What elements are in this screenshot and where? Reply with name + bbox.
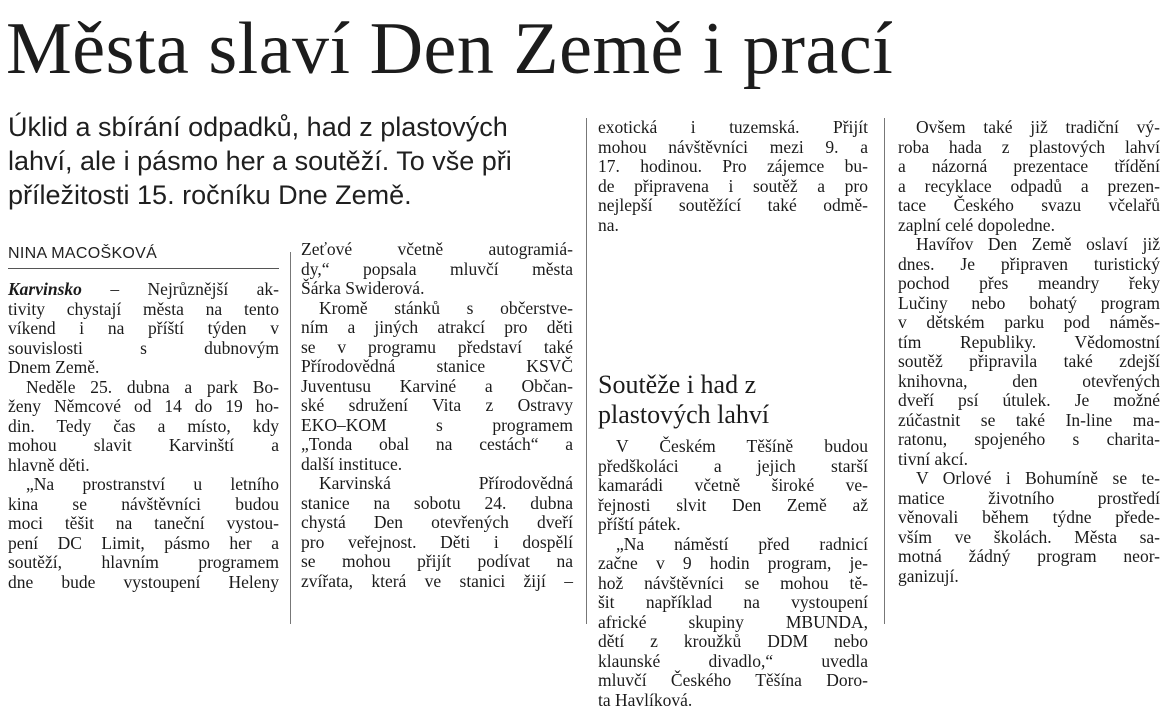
text-line: zaplní celé dopoledne. bbox=[898, 216, 1160, 236]
text-line: mohou slavit Karvinští a bbox=[8, 436, 279, 456]
text-line: ním a jiných atrakcí pro děti bbox=[301, 318, 573, 338]
text-line: kina se návštěvníci budou bbox=[8, 495, 279, 515]
text-line: roba hada z plastových lahví bbox=[898, 138, 1160, 158]
article-column-4 bbox=[898, 118, 1160, 586]
text-line: ženy Němcové od 14 do 19 ho- bbox=[8, 397, 279, 417]
text-line: nejlepší soutěžící také odmě- bbox=[598, 196, 868, 216]
text-fragment: – Nejrůznější ak- bbox=[82, 279, 279, 299]
article-subheading bbox=[598, 370, 868, 430]
article-lead bbox=[8, 110, 578, 212]
lead-line: Úklid a sbírání odpadků, had z plastových bbox=[8, 110, 578, 144]
text-line: pro veřejnost. Děti i dospělí bbox=[301, 533, 573, 553]
text-line: pochod přes meandry řeky bbox=[898, 274, 1160, 294]
text-line: šit například na vystoupení bbox=[598, 593, 868, 613]
article-headline: Města slaví Den Země i prací bbox=[6, 4, 893, 94]
text-line bbox=[8, 280, 279, 300]
article-column-3 bbox=[598, 118, 868, 235]
text-line: tivní akcí. bbox=[898, 450, 1160, 470]
text-line: ratonu, spojeného s charita- bbox=[898, 430, 1160, 450]
text-line: kamarádi včetně široké ve- bbox=[598, 476, 868, 496]
text-line: Ovšem také již tradiční vý- bbox=[898, 118, 1160, 138]
text-line: Přírodovědná stanice KSVČ bbox=[301, 357, 573, 377]
text-line: zúčastnit se také In-line ma- bbox=[898, 411, 1160, 431]
text-line: pení DC Limit, pásmo her a bbox=[8, 534, 279, 554]
text-line: a názorná prezentace třídění bbox=[898, 157, 1160, 177]
text-line: dy,“ popsala mluvčí města bbox=[301, 260, 573, 280]
text-line: Lučiny nebo bohatý program bbox=[898, 294, 1160, 314]
text-line: Karvinská Přírodovědná bbox=[301, 474, 573, 494]
text-line: Kromě stánků s občerstve- bbox=[301, 299, 573, 319]
byline-divider bbox=[8, 268, 279, 269]
subheading-line: Soutěže i had z bbox=[598, 370, 868, 400]
text-line: „Na prostranství u letního bbox=[8, 475, 279, 495]
text-line: ta Havlíková. bbox=[598, 691, 868, 710]
article-column-2 bbox=[301, 240, 573, 591]
text-line: ganizují. bbox=[898, 567, 1160, 587]
text-line: tím Republiky. Vědomostní bbox=[898, 333, 1160, 353]
text-line: 17. hodinou. Pro zájemce bu- bbox=[598, 157, 868, 177]
text-line: hlavně děti. bbox=[8, 456, 279, 476]
text-line: Havířov Den Země oslaví již bbox=[898, 235, 1160, 255]
text-line: motná žádný program neor- bbox=[898, 547, 1160, 567]
text-line: EKO–KOM s programem bbox=[301, 416, 573, 436]
text-line: V Českém Těšíně budou bbox=[598, 437, 868, 457]
subheading-line: plastových lahví bbox=[598, 400, 868, 430]
text-line: řejnosti slvit Den Země až bbox=[598, 496, 868, 516]
text-line: tace Českého svazu včelařů bbox=[898, 196, 1160, 216]
text-line: příští pátek. bbox=[598, 515, 868, 535]
text-line: Dnem Země. bbox=[8, 358, 279, 378]
text-line: de připravena i soutěž a pro bbox=[598, 177, 868, 197]
text-line: stanice na sobotu 24. dubna bbox=[301, 494, 573, 514]
text-line: dnes. Je připraven turistický bbox=[898, 255, 1160, 275]
text-line: Juventusu Karviné a Občan- bbox=[301, 377, 573, 397]
text-line: Neděle 25. dubna a park Bo- bbox=[8, 378, 279, 398]
text-line: tivity chystají města na tento bbox=[8, 300, 279, 320]
text-line: Šárka Swiderová. bbox=[301, 279, 573, 299]
text-line: africké skupiny MBUNDA, bbox=[598, 613, 868, 633]
text-line: souvislosti s dubnovým bbox=[8, 339, 279, 359]
column-divider bbox=[586, 118, 587, 624]
text-line: „Tonda obal na cestách“ a bbox=[301, 435, 573, 455]
text-line: ské sdružení Vita z Ostravy bbox=[301, 396, 573, 416]
text-line: soutěž připravila také zdejší bbox=[898, 352, 1160, 372]
text-line: dětí z kroužků DDM nebo bbox=[598, 632, 868, 652]
text-line: knihovna, den otevřených bbox=[898, 372, 1160, 392]
text-line: v dětském parku pod náměs- bbox=[898, 313, 1160, 333]
column-divider bbox=[884, 118, 885, 624]
text-line: din. Tedy čas a místo, kdy bbox=[8, 417, 279, 437]
lead-line: lahví, ale i pásmo her a soutěží. To vše při bbox=[8, 144, 578, 178]
dateline-place: Karvinsko bbox=[8, 279, 82, 299]
text-line: zvířata, která ve stanici žijí – bbox=[301, 572, 573, 592]
text-line: hož návštěvníci se mohou tě- bbox=[598, 574, 868, 594]
text-line: se mohou přijít podívat na bbox=[301, 552, 573, 572]
text-line: klaunské divadlo,“ uvedla bbox=[598, 652, 868, 672]
text-line: matice životního prostředí bbox=[898, 489, 1160, 509]
text-line: další instituce. bbox=[301, 455, 573, 475]
text-line: se v programu představí také bbox=[301, 338, 573, 358]
text-line: a recyklace odpadů a prezen- bbox=[898, 177, 1160, 197]
text-line: Zeťové včetně autogramiá- bbox=[301, 240, 573, 260]
article-column-1 bbox=[8, 280, 279, 592]
article-column-3-continued bbox=[598, 437, 868, 710]
text-line: předškoláci a jejich starší bbox=[598, 457, 868, 477]
text-line: „Na náměstí před radnicí bbox=[598, 535, 868, 555]
text-line: V Orlové i Bohumíně se te- bbox=[898, 469, 1160, 489]
text-line: začne v 9 hodin program, je- bbox=[598, 554, 868, 574]
text-line: soutěží, hlavním programem bbox=[8, 553, 279, 573]
text-line: víkend i na příští týden v bbox=[8, 319, 279, 339]
text-line: exotická i tuzemská. Přijít bbox=[598, 118, 868, 138]
column-divider bbox=[290, 252, 291, 624]
lead-line: příležitosti 15. ročníku Dne Země. bbox=[8, 178, 578, 212]
text-line: věnovali během týdne přede- bbox=[898, 508, 1160, 528]
text-line: mluvčí Českého Těšína Doro- bbox=[598, 671, 868, 691]
text-line: chystá Den otevřených dveří bbox=[301, 513, 573, 533]
author-byline: NINA MACOŠKOVÁ bbox=[8, 244, 157, 264]
text-line: moci těšit na taneční vystou- bbox=[8, 514, 279, 534]
text-line: dveří psí útulek. Je možné bbox=[898, 391, 1160, 411]
text-line: vším ve školách. Města sa- bbox=[898, 528, 1160, 548]
text-line: na. bbox=[598, 216, 868, 236]
text-line: dne bude vystoupení Heleny bbox=[8, 573, 279, 593]
text-line: mohou návštěvníci mezi 9. a bbox=[598, 138, 868, 158]
